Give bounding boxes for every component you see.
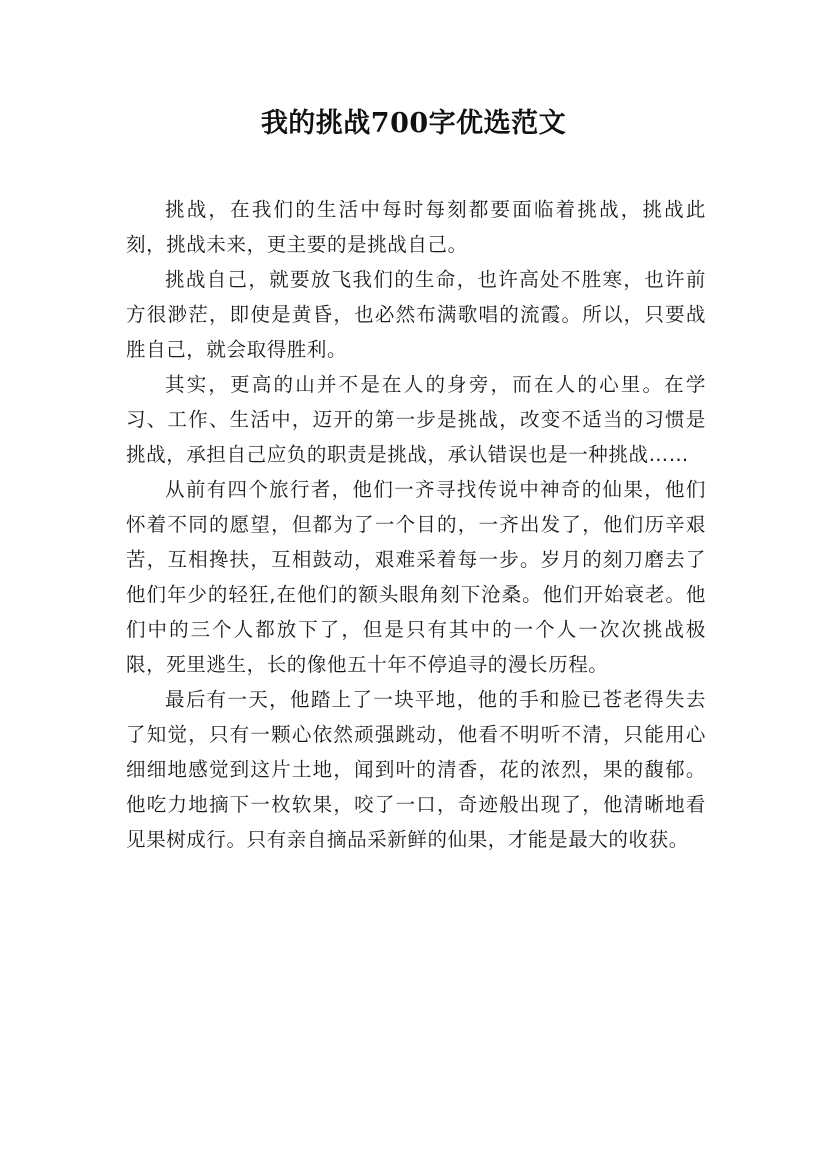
paragraph-5: 最后有一天，他踏上了一块平地，他的手和脸已苍老得失去了知觉，只有一颗心依然顽强跳动，他看不明听不清，只能用心细细地感觉到这片土地，闻到叶的清香，花的浓烈，果的馥郁。他吃力地摘下一枚软果，咬了一口，奇迹般出现了，他清晰地看见果树成行。只有亲自摘品采新鲜的仙果，才能是最大的收获。	[126, 688, 706, 851]
paragraph-2: 挑战自己，就要放飞我们的生命，也许高处不胜寒，也许前方很渺茫，即使是黄昏，也必然布满歌唱的流霞。所以，只要战胜自己，就会取得胜利。	[126, 268, 706, 361]
document-title: 我的挑战700字优选范文	[260, 108, 567, 139]
paragraph-1: 挑战，在我们的生活中每时每刻都要面临着挑战，挑战此刻，挑战未来，更主要的是挑战自己。	[126, 198, 706, 256]
paragraph-4: 从前有四个旅行者，他们一齐寻找传说中神奇的仙果，他们怀着不同的愿望，但都为了一个目的，一齐出发了，他们历辛艰苦，互相搀扶，互相鼓动，艰难采着每一步。岁月的刻刀磨去了他们年少的轻狂,在他们的额头眼角刻下沧桑。他们开始衰老。他们中的三个人都放下了，但是只有其中的一个人一次次挑战极限，死里逃生，长的像他五十年不停追寻的漫长历程。	[126, 478, 706, 676]
paragraph-3: 其实，更高的山并不是在人的身旁，而在人的心里。在学习、工作、生活中，迈开的第一步是挑战，改变不适当的习惯是挑战，承担自己应负的职责是挑战，承认错误也是一种挑战……	[126, 373, 706, 466]
document-body	[126, 192, 706, 857]
